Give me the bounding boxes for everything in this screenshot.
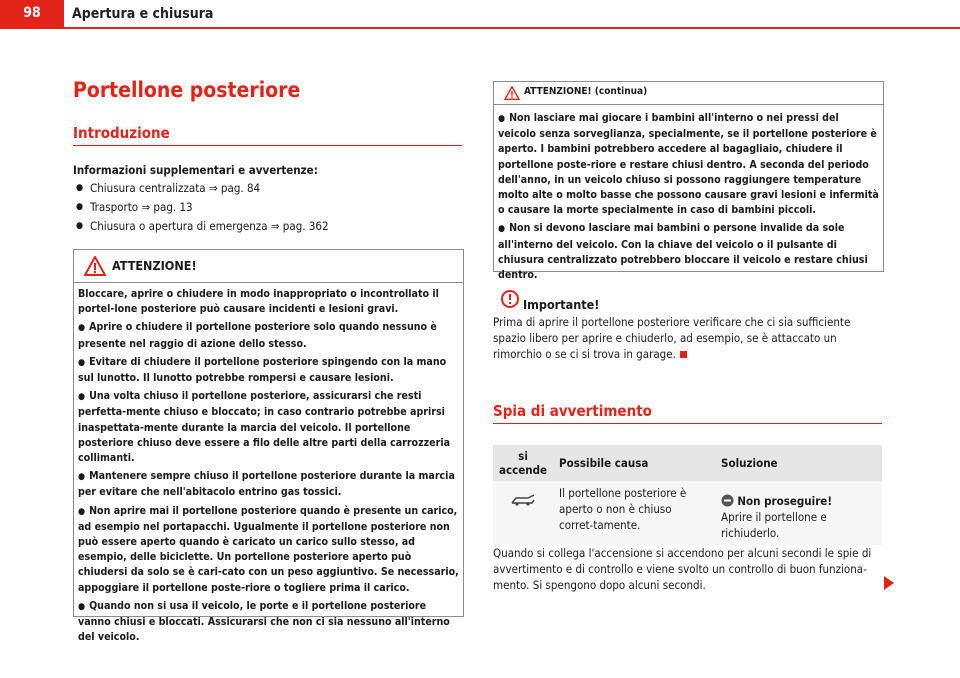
warning-item-text: Aprire o chiudere il portellone posteriore solo quando nessuno è presente nel raggio di azione dello stesso. [78, 321, 437, 350]
bullet-icon: ● [78, 506, 86, 517]
warning-item [498, 111, 879, 218]
bullet-icon: ● [78, 357, 86, 368]
ref-text: Chiusura o apertura di emergenza [90, 219, 268, 233]
important-text [493, 314, 882, 362]
warning-item [78, 320, 459, 351]
info-label: Informazioni supplementari e avvertenze: [73, 163, 318, 177]
ref-item[interactable] [90, 199, 193, 215]
ref-page: pag. 84 [220, 181, 261, 195]
warning-item-text: Non si devono lasciare mai bambini o persone invalide da sole all'interno del veicolo. Con la chiave del veicolo o il pulsante di chiusura centralizzato potrebbero bloccare il veicolo e restare chiusi dentro. [498, 222, 868, 282]
warning-body [74, 283, 463, 652]
intro-heading: Introduzione [73, 124, 170, 142]
closing-text: Quando si collega l'accensione si accendono per alcuni secondi le spie di avvertimento e di controllo e viene svolto un controllo di buon funziona-mento. Si spengono dopo alcuni secondi. [493, 546, 872, 592]
warning-item [498, 221, 879, 283]
warning-header [74, 250, 463, 283]
warning-item [78, 355, 459, 386]
warning-light-table [493, 445, 882, 545]
warning-item-text: Una volta chiuso il portellone posteriore, assicurarsi che resti perfetta-mente chiuso e bloccato; in caso contrario potrebbe aprirsi inaspettata-mente durante la marcia del veicolo. Il portellone posteriore chiuso deve essere a filo delle altre parti della carrozzeria collimanti. [78, 390, 451, 465]
warning-item-text: Non aprire mai il portellone posteriore quando è presente un carico, ad esempio nel portapacchi. Ugualmente il portellone posteriore non può essere aperto quando è caricato un carico sullo stesso, ad esempio, delle biciclette. Un portellone posteriore aperto può chiudersi da solo se è cari-cato con un peso aggiuntivo. Se necessario, appoggiare il portellone poste-riore o togliere prima il carico. [78, 504, 459, 594]
intro-heading-rule [73, 145, 462, 146]
col-header-lights-up: si accende [493, 445, 553, 481]
end-marker-icon [680, 351, 687, 358]
bullet-icon: ● [78, 601, 86, 612]
ref-page: pag. 362 [282, 219, 329, 233]
running-header-title: Apertura e chiusura [72, 6, 214, 22]
stop-icon [721, 494, 734, 507]
bullet-icon: ● [78, 472, 86, 483]
col-header-cause: Possibile causa [553, 445, 715, 481]
page-number: 98 [0, 0, 64, 27]
col-header-solution: Soluzione [715, 445, 882, 481]
important-icon [501, 290, 519, 308]
table-row [493, 481, 882, 545]
warning-item-text: Evitare di chiudere il portellone posteriore spingendo con la mano sul lunotto. Il lunotto potrebbe rompersi e causare lesioni. [78, 355, 447, 385]
bullet-icon: ● [78, 323, 86, 334]
arrow-glyph: ⇒ [270, 219, 280, 233]
warning-item [78, 389, 459, 466]
spia-heading: Spia di avvertimento [493, 402, 652, 420]
tailgate-open-icon [510, 493, 536, 507]
header-rule [0, 27, 960, 29]
bullet-icon: ● [78, 392, 86, 403]
important-body: Prima di aprire il portellone posteriore verificare che ci sia sufficiente spazio libero per aprire e chiuderlo, ad esempio, se è attaccato un rimorchio o se ci si trova in garage. [493, 315, 851, 361]
warning-triangle-icon [84, 256, 106, 276]
warning-item [78, 469, 459, 500]
warning-lead: Bloccare, aprire o chiudere in modo inappropriato o incontrollato il portel-lone posteriore può causare incidenti e lesioni gravi. [78, 288, 439, 316]
table-header-row [493, 445, 882, 481]
warning-item [78, 504, 459, 596]
warning-item-text: Mantenere sempre chiuso il portellone posteriore durante la marcia per evitare che nell'abitacolo entrino gas tossici. [78, 470, 455, 499]
ref-text: Chiusura centralizzata [90, 181, 206, 195]
warning-continued-body [494, 105, 883, 290]
ref-item[interactable] [90, 218, 329, 234]
solution-cell [715, 481, 882, 545]
warning-triangle-icon [504, 86, 520, 100]
warning-title: ATTENZIONE! [112, 258, 197, 273]
warning-continued-header [494, 82, 883, 105]
warning-item-text: Non lasciare mai giocare i bambini all'interno o nei pressi del veicolo senza sorveglianza, specialmente, se il portellone posteriore è aperto. I bambini potrebbero accedere al bagagliaio, chiudere il portellone poste-riore e restare chiusi dentro. A seconda del periodo dell'anno, in un veicolo chiuso si possono raggiungere temperature molto alte o molto basse che possono causare gravi lesioni e infermità o causare la morte specialmente in caso di bambini piccoli. [498, 112, 879, 217]
ref-text: Trasporto [90, 200, 139, 214]
warning-continued-title: ATTENZIONE! (continua) [524, 86, 648, 97]
bullet-icon: ● [498, 224, 506, 235]
important-title: Importante! [523, 297, 600, 312]
arrow-glyph: ⇒ [141, 200, 151, 214]
spia-heading-rule [493, 423, 882, 424]
cause-cell: Il portellone posteriore è aperto o non è chiuso corret-tamente. [553, 481, 715, 545]
warning-item-text: Quando non si usa il veicolo, le porte e il portellone posteriore vanno chiusi e bloccati. Assicurarsi che non ci sia nessuno all'interno del veicolo. [78, 599, 450, 644]
warning-continued-box [493, 81, 884, 282]
section-title: Portellone posteriore [73, 78, 301, 102]
ref-item[interactable] [90, 180, 260, 196]
arrow-glyph: ⇒ [208, 181, 218, 195]
solution-bold: Non proseguire! [737, 494, 833, 508]
ref-page: pag. 13 [153, 200, 193, 214]
solution-text: Aprire il portellone e richiuderlo. [721, 510, 827, 540]
warning-box [73, 249, 464, 644]
next-page-arrow-icon[interactable] [884, 576, 894, 590]
bullet-icon: ● [498, 114, 506, 124]
tailgate-warning-cell [493, 481, 553, 545]
warning-item [78, 599, 459, 646]
